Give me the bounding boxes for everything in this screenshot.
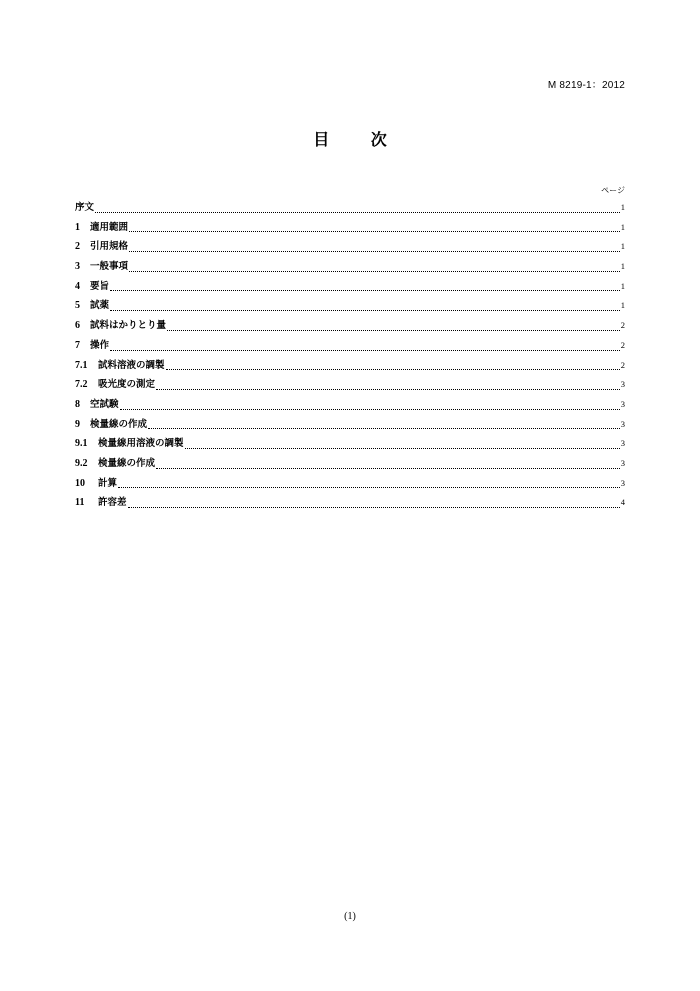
toc-entry-page: 3 — [620, 457, 625, 468]
toc-leader — [128, 506, 620, 508]
toc-entry-3[interactable] — [75, 258, 625, 278]
toc-entry-number: 7 — [75, 339, 80, 351]
toc-leader — [129, 230, 620, 232]
page-title: 目 次 — [313, 130, 405, 149]
toc-entry-number: 7.2 — [75, 379, 88, 391]
toc-entry-number: 9.1 — [75, 438, 88, 450]
toc-entry-title: 適用範囲 — [90, 221, 129, 233]
toc-entry-1[interactable] — [75, 219, 625, 239]
toc-entry-page: 2 — [620, 320, 625, 331]
toc-leader — [166, 368, 620, 370]
toc-entry-page: 3 — [620, 418, 625, 429]
toc-entry-number: 7.1 — [75, 359, 88, 371]
toc-entry-title: 検量線用溶液の調製 — [98, 438, 184, 450]
toc-entry-title: 要旨 — [90, 280, 110, 292]
toc-entry-title: 試料はかりとり量 — [90, 320, 167, 332]
toc-entry-page: 3 — [620, 379, 625, 390]
toc-entry-number: 1 — [75, 221, 80, 233]
toc-entry-9-2[interactable] — [75, 455, 625, 475]
toc-entry-number: 6 — [75, 320, 80, 332]
toc-entry-11[interactable] — [75, 494, 625, 514]
toc-leader — [118, 486, 620, 488]
toc-entry-page: 3 — [620, 477, 625, 488]
toc-leader — [110, 309, 620, 311]
toc-entry-number: 11 — [75, 497, 85, 509]
toc-entry-9[interactable] — [75, 416, 625, 436]
toc-leader — [95, 211, 620, 213]
toc-entry-6[interactable] — [75, 317, 625, 337]
toc-entry-8[interactable] — [75, 396, 625, 416]
toc-entry-page: 1 — [620, 280, 625, 291]
toc-entry-number: 3 — [75, 261, 80, 273]
toc-leader — [120, 408, 620, 410]
toc-entry-title: 操作 — [90, 339, 110, 351]
toc-entry-number: 2 — [75, 241, 80, 253]
toc-entry-number: 9 — [75, 418, 80, 430]
toc-leader — [156, 388, 620, 390]
toc-leader — [129, 250, 620, 252]
toc-leader — [148, 427, 620, 429]
toc-entry-preface[interactable] — [75, 199, 625, 219]
toc-entry-title: 一般事項 — [90, 261, 129, 273]
toc-entry-9-1[interactable] — [75, 435, 625, 455]
toc-entry-7[interactable] — [75, 337, 625, 357]
toc-leader — [129, 270, 620, 272]
toc-entry-number: 5 — [75, 300, 80, 312]
toc-entry-title: 検量線の作成 — [90, 418, 148, 430]
toc-leader — [167, 329, 620, 331]
page-column-label: ページ — [601, 186, 625, 195]
toc-entry-page: 1 — [620, 300, 625, 311]
toc-leader — [110, 289, 620, 291]
toc-leader — [156, 467, 620, 469]
toc-entry-title: 計算 — [98, 477, 118, 489]
toc-entry-title: 引用規格 — [90, 241, 129, 253]
toc-entry-7-1[interactable] — [75, 357, 625, 377]
toc-entry-title: 試料溶液の調製 — [98, 359, 165, 371]
toc-entry-page: 3 — [620, 398, 625, 409]
table-of-contents — [75, 199, 625, 514]
toc-entry-10[interactable] — [75, 475, 625, 495]
toc-entry-title: 検量線の作成 — [98, 457, 156, 469]
toc-entry-page: 2 — [620, 339, 625, 350]
toc-entry-title: 序文 — [75, 202, 95, 213]
toc-leader — [185, 447, 620, 449]
toc-entry-page: 3 — [620, 438, 625, 449]
toc-leader — [110, 349, 620, 351]
toc-entry-5[interactable] — [75, 297, 625, 317]
toc-entry-number: 4 — [75, 280, 80, 292]
toc-entry-page: 4 — [620, 497, 625, 508]
toc-entry-number: 10 — [75, 477, 85, 489]
toc-entry-2[interactable] — [75, 238, 625, 258]
toc-entry-title: 吸光度の測定 — [98, 379, 156, 391]
footer-page-number: (1) — [344, 911, 356, 922]
toc-entry-page: 1 — [620, 241, 625, 252]
toc-entry-title: 空試験 — [90, 398, 119, 410]
document-id: M 8219-1：2012 — [547, 80, 625, 91]
toc-entry-number: 9.2 — [75, 457, 88, 469]
toc-entry-4[interactable] — [75, 278, 625, 298]
toc-entry-page: 1 — [620, 261, 625, 272]
toc-entry-page: 2 — [620, 359, 625, 370]
toc-entry-title: 許容差 — [98, 497, 127, 509]
toc-entry-title: 試薬 — [90, 300, 110, 312]
toc-entry-page: 1 — [620, 202, 625, 212]
toc-entry-7-2[interactable] — [75, 376, 625, 396]
toc-entry-page: 1 — [620, 221, 625, 232]
toc-entry-number: 8 — [75, 398, 80, 410]
